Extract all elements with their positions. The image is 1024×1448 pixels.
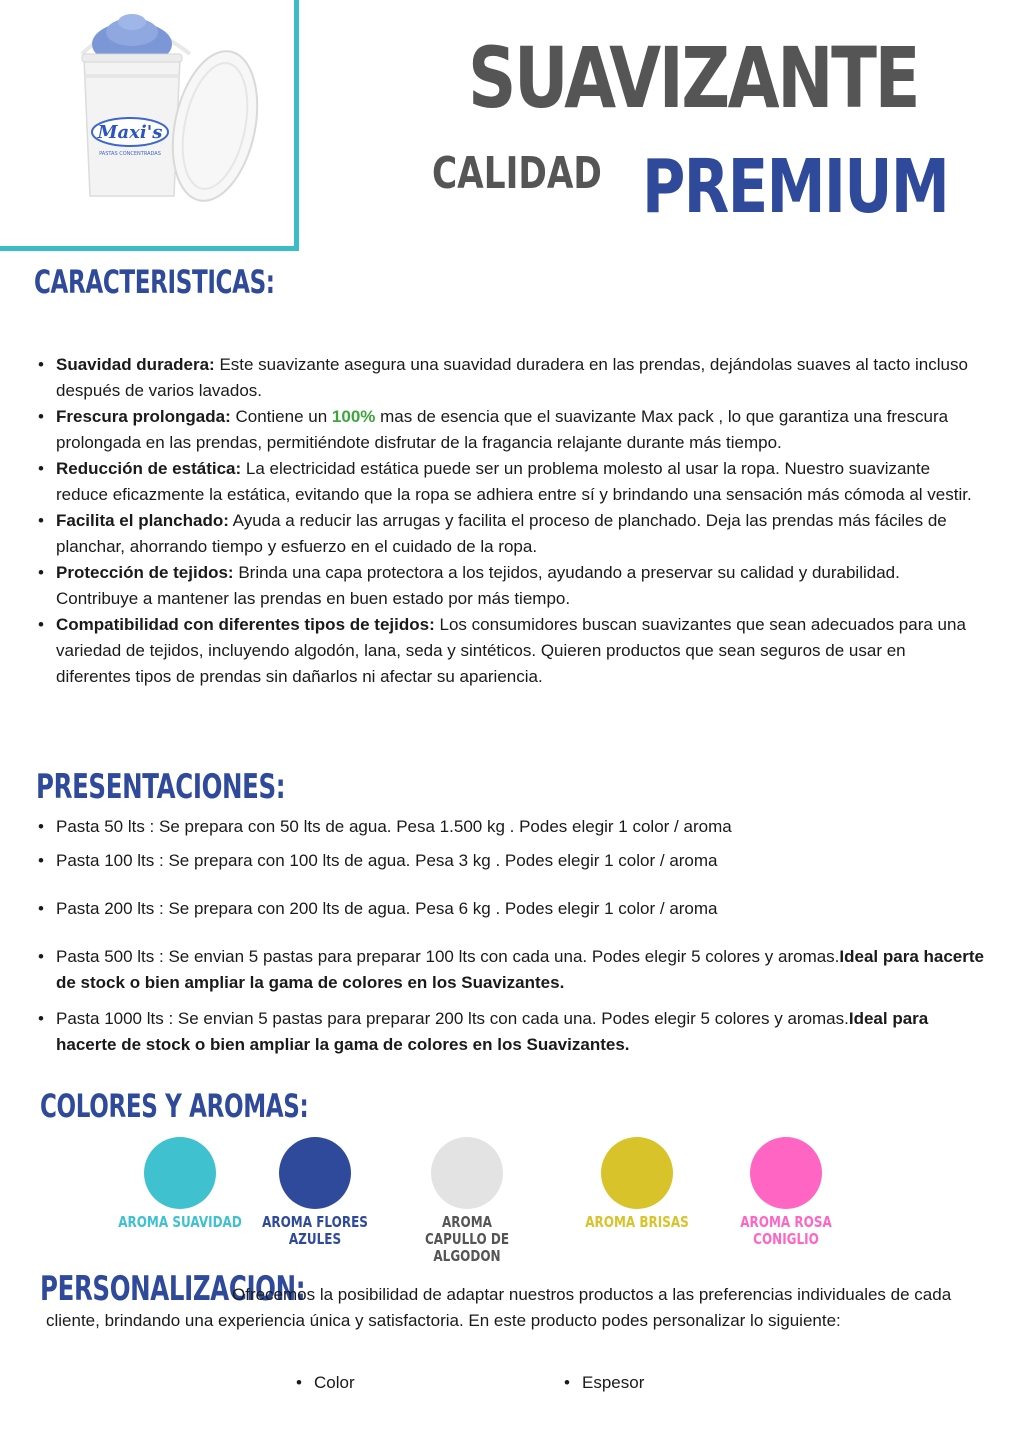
page-title: SUAVIZANTE: [468, 29, 919, 127]
aroma-swatch: [750, 1137, 822, 1209]
aroma-swatch: [279, 1137, 351, 1209]
svg-text:Maxi's: Maxi's: [97, 122, 163, 143]
aroma-swatch: [431, 1137, 503, 1209]
list-item: • Frescura prolongada: Contiene un 100% mas de esencia que el suavizante Max pack , lo que garantiza una frescura prolongada en las prendas, permitiéndote disfrutar de la fragancia relajante durante más tiempo.: [34, 404, 984, 456]
features-list: [34, 352, 984, 690]
list-item: • Reducción de estática: La electricidad estática puede ser un problema molesto al usar la ropa. Nuestro suavizante reduce eficazmente la estática, evitando que la ropa se adhiera entre sí y brindando una sensación más cómoda al vestir.: [34, 456, 984, 508]
list-item: • Compatibilidad con diferentes tipos de tejidos: Los consumidores buscan suavizantes que sean adecuados para una variedad de tejidos, incluyendo algodón, lana, seda y sintéticos. Quieren productos que sean seguros de usar en diferentes tipos de prendas sin dañarlos ni afectar su apariencia.: [34, 612, 984, 690]
list-item: • Pasta 50 lts : Se prepara con 50 lts de agua. Pesa 1.500 kg . Podes elegir 1 color / aroma: [34, 814, 984, 840]
personalizacion-text: Ofrecemos la posibilidad de adaptar nuestros productos a las preferencias individuales de cada cliente, brindando una experiencia única y satisfactoria. En este producto podes personalizar lo siguiente:: [46, 1285, 952, 1330]
subtitle-premium: PREMIUM: [642, 144, 949, 230]
aroma-label: AROMA CAPULLO DE ALGODON: [424, 1213, 510, 1265]
aroma-label: AROMA ROSA CONIGLIO: [740, 1213, 832, 1248]
aroma-label: AROMA SUAVIDAD: [118, 1213, 242, 1231]
option-color: • Color: [292, 1370, 492, 1396]
svg-text:PASTAS CONCENTRADAS: PASTAS CONCENTRADAS: [99, 151, 161, 157]
subtitle-calidad: CALIDAD: [432, 148, 602, 199]
presentations-list: [34, 814, 984, 1058]
aroma-swatch: [144, 1137, 216, 1209]
product-bucket-image: [70, 14, 260, 204]
list-item: • Pasta 500 lts : Se envian 5 pastas para preparar 100 lts con cada una. Podes elegir 5 colores y aromas.Ideal para hacerte de stock o bien ampliar la gama de colores en los Suavizantes.: [34, 944, 984, 996]
heading-presentaciones: PRESENTACIONES:: [36, 767, 286, 807]
option-espesor: • Espesor: [560, 1370, 760, 1396]
list-item: • Pasta 1000 lts : Se envian 5 pastas para preparar 200 lts con cada una. Podes elegir 5 colores y aromas.Ideal para hacerte de stock o bien ampliar la gama de colores en los Suavizantes.: [34, 1006, 984, 1058]
option-list-right: [560, 1370, 760, 1396]
aroma-label: AROMA FLORES AZULES: [262, 1213, 368, 1248]
option-list-left: [292, 1370, 492, 1396]
highlight-100: 100%: [331, 407, 376, 426]
heading-caracteristicas: CARACTERISTICAS:: [34, 263, 275, 301]
list-item: • Protección de tejidos: Brinda una capa protectora a los tejidos, ayudando a preservar su calidad y durabilidad. Contribuye a mantener las prendas en buen estado por más tiempo.: [34, 560, 984, 612]
aroma-swatch: [601, 1137, 673, 1209]
heading-colores: COLORES Y AROMAS:: [40, 1087, 309, 1125]
heading-personalizacion: PERSONALIZACION:: [40, 1269, 306, 1309]
list-item: • Facilita el planchado: Ayuda a reducir las arrugas y facilita el proceso de planchado. Deja las prendas más fáciles de planchar, ahorrando tiempo y esfuerzo en el cuidado de la ropa.: [34, 508, 984, 560]
list-item: • Pasta 200 lts : Se prepara con 200 lts de agua. Pesa 6 kg . Podes elegir 1 color / aroma: [34, 896, 984, 922]
aroma-label: AROMA BRISAS: [585, 1213, 689, 1231]
list-item: • Pasta 100 lts : Se prepara con 100 lts de agua. Pesa 3 kg . Podes elegir 1 color / aroma: [34, 848, 984, 874]
maxis-logo: [92, 118, 168, 157]
list-item: • Suavidad duradera: Este suavizante asegura una suavidad duradera en las prendas, dejándolas suaves al tacto incluso después de varios lavados.: [34, 352, 984, 404]
